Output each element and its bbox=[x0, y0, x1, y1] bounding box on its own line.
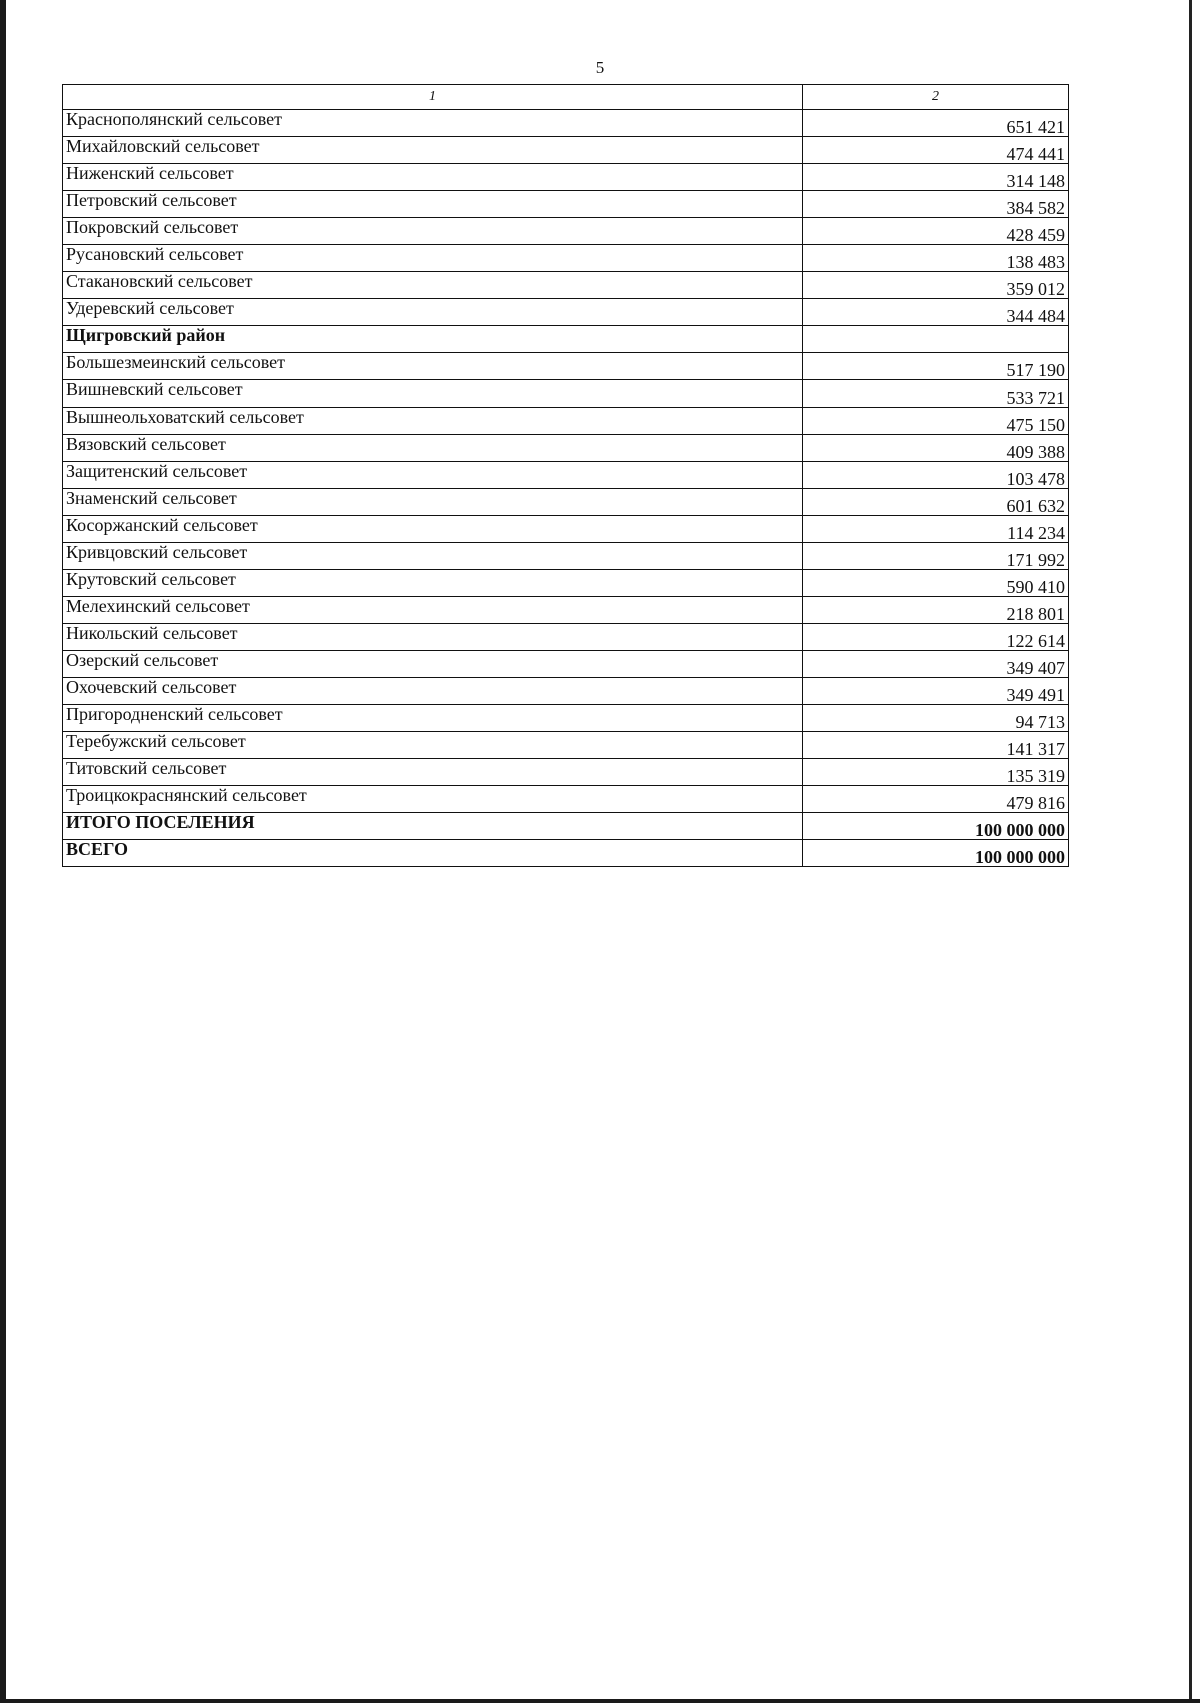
amount-value: 114 234 bbox=[803, 515, 1069, 542]
table-row bbox=[63, 515, 1069, 542]
amount-value: 103 478 bbox=[803, 461, 1069, 488]
amount-value: 314 148 bbox=[803, 164, 1069, 191]
settlement-name: Русановский сельсовет bbox=[63, 245, 803, 272]
amount-value: 141 317 bbox=[803, 732, 1069, 759]
table-row bbox=[63, 434, 1069, 461]
amount-value: 517 190 bbox=[803, 353, 1069, 380]
table-row bbox=[63, 542, 1069, 569]
subtotal-label: ИТОГО ПОСЕЛЕНИЯ bbox=[63, 813, 803, 840]
settlement-name: Крутовский сельсовет bbox=[63, 569, 803, 596]
table-row bbox=[63, 759, 1069, 786]
amount-value: 94 713 bbox=[803, 705, 1069, 732]
scan-edge-bottom bbox=[0, 1699, 1200, 1703]
table-row bbox=[63, 569, 1069, 596]
settlement-name: Знаменский сельсовет bbox=[63, 488, 803, 515]
grand-total-label: ВСЕГО bbox=[63, 840, 803, 867]
settlement-name: Кривцовский сельсовет bbox=[63, 542, 803, 569]
district-name: Щигровский район bbox=[63, 326, 803, 353]
table-row bbox=[63, 705, 1069, 732]
settlement-name: Озерский сельсовет bbox=[63, 650, 803, 677]
amount-value: 135 319 bbox=[803, 759, 1069, 786]
table-row bbox=[63, 137, 1069, 164]
settlement-name: Покровский сельсовет bbox=[63, 218, 803, 245]
table-row bbox=[63, 596, 1069, 623]
subtotal-value: 100 000 000 bbox=[803, 813, 1069, 840]
settlement-name: Титовский сельсовет bbox=[63, 759, 803, 786]
table-row bbox=[63, 299, 1069, 326]
column-header-1: 1 bbox=[63, 85, 803, 110]
table-row bbox=[63, 164, 1069, 191]
amount-value: 428 459 bbox=[803, 218, 1069, 245]
settlement-name: Михайловский сельсовет bbox=[63, 137, 803, 164]
amount-value: 409 388 bbox=[803, 434, 1069, 461]
amount-value: 138 483 bbox=[803, 245, 1069, 272]
amount-value: 349 407 bbox=[803, 650, 1069, 677]
table-row bbox=[63, 786, 1069, 813]
settlement-name: Краснополянский сельсовет bbox=[63, 110, 803, 137]
table-row bbox=[63, 110, 1069, 137]
amount-value: 479 816 bbox=[803, 786, 1069, 813]
table-row bbox=[63, 191, 1069, 218]
table-row bbox=[63, 650, 1069, 677]
table-row bbox=[63, 245, 1069, 272]
scan-edge-right bbox=[1189, 0, 1192, 1703]
settlement-name: Стакановский сельсовет bbox=[63, 272, 803, 299]
amount-value: 359 012 bbox=[803, 272, 1069, 299]
grand-total-value: 100 000 000 bbox=[803, 840, 1069, 867]
amount-value: 384 582 bbox=[803, 191, 1069, 218]
settlement-name: Защитенский сельсовет bbox=[63, 461, 803, 488]
amount-value: 218 801 bbox=[803, 596, 1069, 623]
settlement-name: Ниженский сельсовет bbox=[63, 164, 803, 191]
amount-value: 171 992 bbox=[803, 542, 1069, 569]
amount-value: 122 614 bbox=[803, 623, 1069, 650]
table-header-row bbox=[63, 85, 1069, 110]
table-row bbox=[63, 461, 1069, 488]
settlement-name: Вишневский сельсовет bbox=[63, 380, 803, 407]
settlement-name: Пригородненский сельсовет bbox=[63, 705, 803, 732]
table-row bbox=[63, 623, 1069, 650]
table-row bbox=[63, 353, 1069, 380]
table-row bbox=[63, 272, 1069, 299]
page-number: 5 bbox=[595, 58, 605, 77]
amount-value: 349 491 bbox=[803, 677, 1069, 704]
allocation-table bbox=[62, 84, 1069, 867]
amount-value: 590 410 bbox=[803, 569, 1069, 596]
settlement-name: Охочевский сельсовет bbox=[63, 677, 803, 704]
settlement-name: Никольский сельсовет bbox=[63, 623, 803, 650]
amount-value: 475 150 bbox=[803, 407, 1069, 434]
settlement-name: Мелехинский сельсовет bbox=[63, 596, 803, 623]
settlement-name: Большезмеинский сельсовет bbox=[63, 353, 803, 380]
settlement-name: Косоржанский сельсовет bbox=[63, 515, 803, 542]
table-row bbox=[63, 732, 1069, 759]
amount-value: 344 484 bbox=[803, 299, 1069, 326]
table-row bbox=[63, 407, 1069, 434]
scan-edge-left bbox=[0, 0, 6, 1703]
amount-value: 601 632 bbox=[803, 488, 1069, 515]
subtotal-row bbox=[63, 813, 1069, 840]
district-header-row bbox=[63, 326, 1069, 353]
table-row bbox=[63, 380, 1069, 407]
settlement-name: Троицкокраснянский сельсовет bbox=[63, 786, 803, 813]
table-row bbox=[63, 218, 1069, 245]
settlement-name: Вышнеольховатский сельсовет bbox=[63, 407, 803, 434]
settlement-name: Теребужский сельсовет bbox=[63, 732, 803, 759]
settlement-name: Петровский сельсовет bbox=[63, 191, 803, 218]
column-header-2: 2 bbox=[803, 85, 1069, 110]
settlement-name: Вязовский сельсовет bbox=[63, 434, 803, 461]
amount-value bbox=[803, 326, 1069, 353]
amount-value: 533 721 bbox=[803, 380, 1069, 407]
amount-value: 651 421 bbox=[803, 110, 1069, 137]
settlement-name: Удеревский сельсовет bbox=[63, 299, 803, 326]
table-row bbox=[63, 488, 1069, 515]
grand-total-row bbox=[63, 840, 1069, 867]
table-row bbox=[63, 677, 1069, 704]
amount-value: 474 441 bbox=[803, 137, 1069, 164]
